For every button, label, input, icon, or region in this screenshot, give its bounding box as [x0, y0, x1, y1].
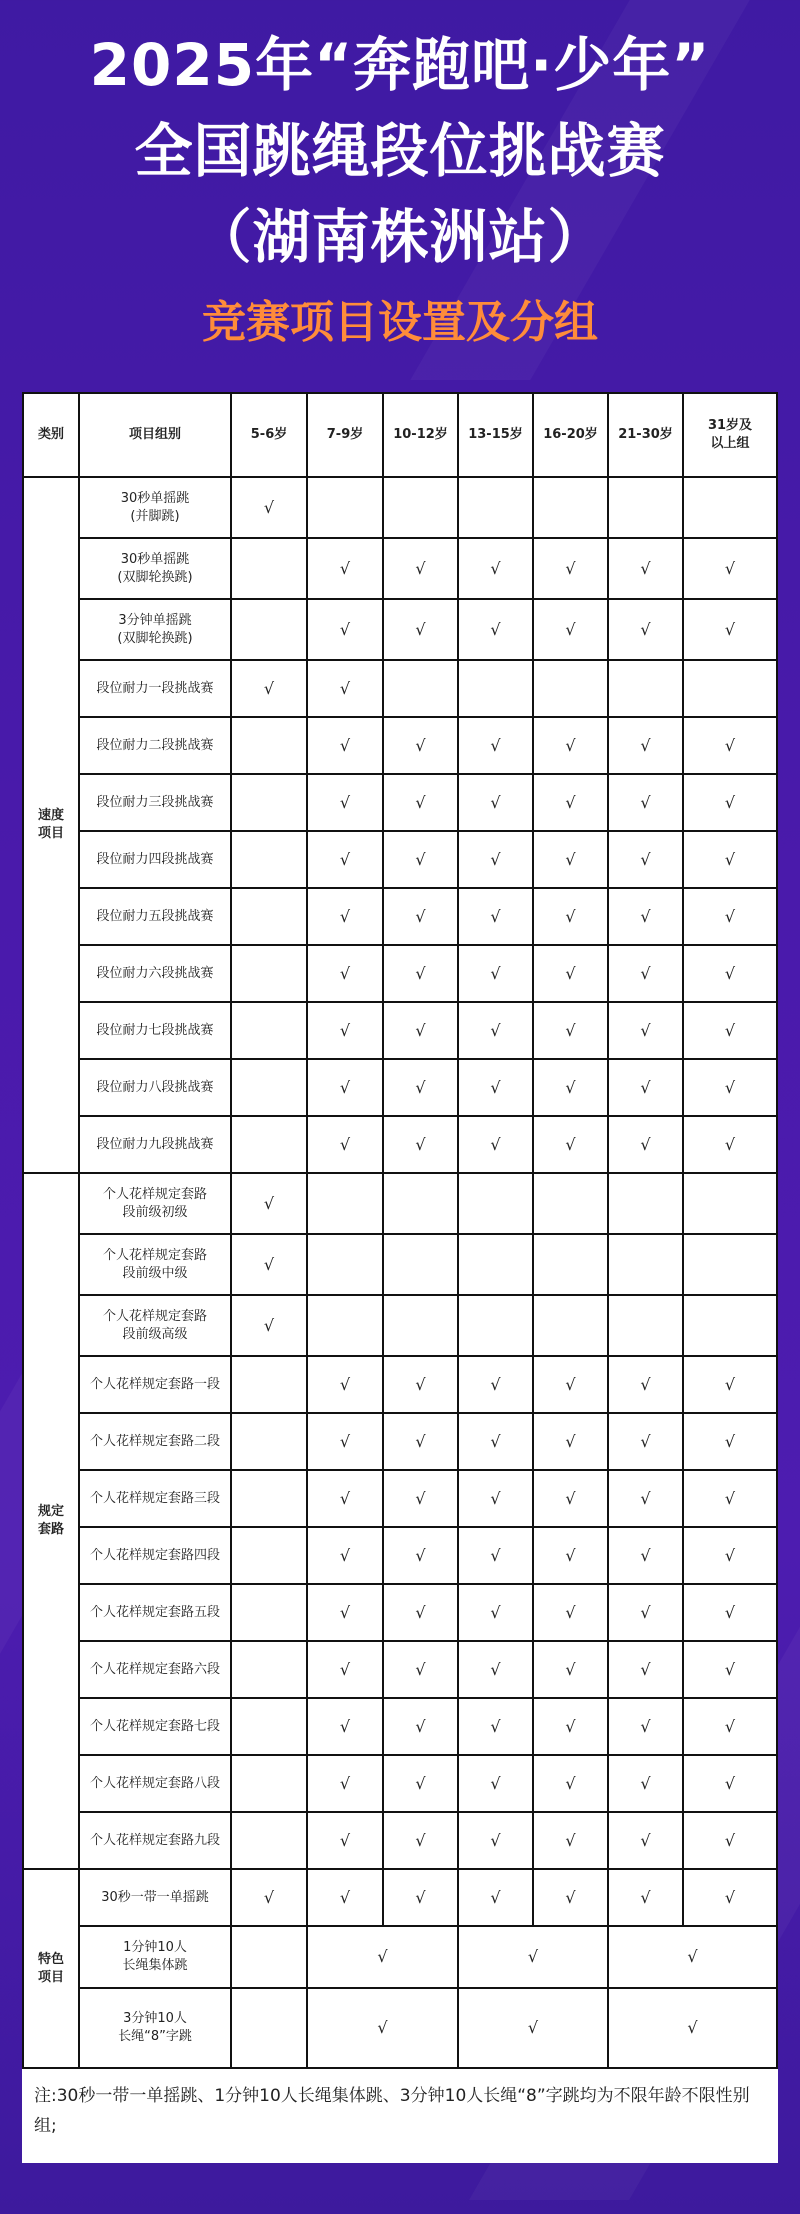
event-name-cell: 段位耐力八段挑战赛: [79, 1059, 231, 1116]
check-cell: [231, 831, 307, 888]
check-cell: √: [608, 1584, 683, 1641]
poster-header: [0, 22, 800, 358]
event-name-cell: 段位耐力二段挑战赛: [79, 717, 231, 774]
check-cell: √: [458, 1641, 533, 1698]
check-cell: √: [307, 1812, 383, 1869]
check-cell: [231, 538, 307, 599]
check-cell: √: [458, 1584, 533, 1641]
table-row: [23, 717, 777, 774]
check-cell: √: [608, 1641, 683, 1698]
check-cell: √: [458, 717, 533, 774]
table-row: [23, 660, 777, 717]
check-cell: √: [683, 1812, 777, 1869]
table-row: [23, 888, 777, 945]
check-cell: √: [533, 1641, 608, 1698]
check-cell: √: [458, 1116, 533, 1173]
check-cell: √: [683, 945, 777, 1002]
check-cell: √: [383, 599, 458, 660]
check-cell: [533, 660, 608, 717]
merged-check-cell: √: [608, 1988, 777, 2068]
check-cell: √: [458, 945, 533, 1002]
check-cell: [683, 1295, 777, 1356]
check-cell: [231, 1116, 307, 1173]
event-name-cell: 3分钟10人 长绳“8”字跳: [79, 1988, 231, 2068]
check-cell: √: [608, 1812, 683, 1869]
check-cell: √: [383, 1356, 458, 1413]
check-cell: √: [533, 1002, 608, 1059]
check-cell: √: [458, 1356, 533, 1413]
check-cell: √: [307, 831, 383, 888]
check-cell: √: [683, 1755, 777, 1812]
check-cell: √: [533, 1869, 608, 1926]
event-name-cell: 个人花样规定套路四段: [79, 1527, 231, 1584]
table-row: [23, 1116, 777, 1173]
check-cell: √: [458, 1470, 533, 1527]
check-cell: [231, 599, 307, 660]
table-row: [23, 1356, 777, 1413]
table-row: [23, 945, 777, 1002]
check-cell: [231, 1002, 307, 1059]
event-name-cell: 段位耐力一段挑战赛: [79, 660, 231, 717]
check-cell: √: [307, 1755, 383, 1812]
check-cell: √: [683, 717, 777, 774]
category-cell: 特色 项目: [23, 1869, 79, 2068]
column-header: 7-9岁: [307, 393, 383, 477]
merged-check-cell: √: [307, 1988, 458, 2068]
check-cell: [608, 660, 683, 717]
check-cell: √: [683, 1059, 777, 1116]
check-cell: √: [458, 1698, 533, 1755]
check-cell: [231, 1356, 307, 1413]
check-cell: √: [231, 1173, 307, 1234]
table-row: [23, 1002, 777, 1059]
event-name-cell: 1分钟10人 长绳集体跳: [79, 1926, 231, 1988]
check-cell: √: [683, 1470, 777, 1527]
subtitle: 竞赛项目设置及分组: [202, 297, 598, 348]
table-row: [23, 1470, 777, 1527]
event-name-cell: 段位耐力三段挑战赛: [79, 774, 231, 831]
check-cell: √: [608, 599, 683, 660]
check-cell: [683, 1234, 777, 1295]
check-cell: [533, 1295, 608, 1356]
table-header-row: [23, 393, 777, 477]
check-cell: √: [383, 888, 458, 945]
check-cell: √: [458, 1869, 533, 1926]
table-row: [23, 774, 777, 831]
event-name-cell: 个人花样规定套路三段: [79, 1470, 231, 1527]
column-header: 5-6岁: [231, 393, 307, 477]
merged-check-cell: [231, 1926, 307, 1988]
check-cell: [231, 1641, 307, 1698]
check-cell: √: [383, 945, 458, 1002]
event-name-cell: 个人花样规定套路九段: [79, 1812, 231, 1869]
check-cell: [231, 1527, 307, 1584]
table-row: [23, 1926, 777, 1988]
table-row: [23, 1869, 777, 1926]
check-cell: √: [383, 1584, 458, 1641]
check-cell: √: [533, 1527, 608, 1584]
event-name-cell: 个人花样规定套路 段前级高级: [79, 1295, 231, 1356]
check-cell: √: [307, 888, 383, 945]
check-cell: √: [533, 774, 608, 831]
check-cell: [231, 717, 307, 774]
check-cell: √: [608, 1413, 683, 1470]
table-row: [23, 1812, 777, 1869]
check-cell: √: [307, 1413, 383, 1470]
check-cell: [383, 1173, 458, 1234]
check-cell: √: [608, 717, 683, 774]
check-cell: √: [458, 1812, 533, 1869]
check-cell: [231, 1812, 307, 1869]
check-cell: √: [307, 1584, 383, 1641]
column-header: 13-15岁: [458, 393, 533, 477]
table-row: [23, 599, 777, 660]
event-name-cell: 个人花样规定套路八段: [79, 1755, 231, 1812]
check-cell: √: [533, 1698, 608, 1755]
event-name-cell: 个人花样规定套路五段: [79, 1584, 231, 1641]
check-cell: √: [458, 1059, 533, 1116]
event-table: [22, 392, 778, 2069]
check-cell: √: [307, 1059, 383, 1116]
check-cell: √: [683, 1116, 777, 1173]
check-cell: √: [307, 1116, 383, 1173]
footnote: 注:30秒一带一单摇跳、1分钟10人长绳集体跳、3分钟10人长绳“8”字跳均为不限年龄不限性别组;: [34, 2086, 750, 2136]
event-name-cell: 个人花样规定套路七段: [79, 1698, 231, 1755]
check-cell: [608, 1173, 683, 1234]
column-header: 16-20岁: [533, 393, 608, 477]
table-row: [23, 1698, 777, 1755]
check-cell: √: [683, 831, 777, 888]
event-name-cell: 段位耐力六段挑战赛: [79, 945, 231, 1002]
check-cell: [458, 1234, 533, 1295]
check-cell: √: [307, 1002, 383, 1059]
check-cell: √: [608, 945, 683, 1002]
check-cell: √: [608, 1698, 683, 1755]
table-row: [23, 477, 777, 538]
check-cell: [231, 888, 307, 945]
check-cell: √: [231, 1234, 307, 1295]
check-cell: √: [608, 538, 683, 599]
check-cell: √: [533, 538, 608, 599]
check-cell: [307, 477, 383, 538]
title-line-1: 2025年“奔跑吧·少年”: [89, 31, 711, 99]
check-cell: √: [458, 1755, 533, 1812]
check-cell: √: [383, 1413, 458, 1470]
schedule-card: [22, 392, 778, 2163]
column-header: 31岁及 以上组: [683, 393, 777, 477]
check-cell: √: [307, 1869, 383, 1926]
check-cell: [383, 1295, 458, 1356]
check-cell: √: [608, 1002, 683, 1059]
check-cell: [231, 1755, 307, 1812]
check-cell: √: [683, 1698, 777, 1755]
table-row: [23, 831, 777, 888]
event-name-cell: 30秒单摇跳 (并脚跳): [79, 477, 231, 538]
check-cell: [383, 477, 458, 538]
check-cell: √: [608, 1869, 683, 1926]
check-cell: √: [383, 1470, 458, 1527]
check-cell: √: [533, 1584, 608, 1641]
check-cell: √: [231, 660, 307, 717]
check-cell: √: [458, 1527, 533, 1584]
check-cell: √: [533, 1413, 608, 1470]
check-cell: √: [307, 945, 383, 1002]
check-cell: √: [307, 660, 383, 717]
check-cell: √: [533, 945, 608, 1002]
check-cell: [307, 1295, 383, 1356]
check-cell: √: [458, 774, 533, 831]
check-cell: √: [383, 1527, 458, 1584]
column-header: 21-30岁: [608, 393, 683, 477]
category-cell: 规定 套路: [23, 1173, 79, 1869]
check-cell: √: [608, 831, 683, 888]
check-cell: √: [231, 1295, 307, 1356]
check-cell: [458, 477, 533, 538]
check-cell: √: [307, 599, 383, 660]
check-cell: √: [383, 538, 458, 599]
event-name-cell: 30秒单摇跳 (双脚轮换跳): [79, 538, 231, 599]
event-name-cell: 个人花样规定套路二段: [79, 1413, 231, 1470]
check-cell: √: [683, 599, 777, 660]
check-cell: √: [383, 717, 458, 774]
table-row: [23, 1173, 777, 1234]
table-row: [23, 1641, 777, 1698]
merged-check-cell: √: [608, 1926, 777, 1988]
column-header: 10-12岁: [383, 393, 458, 477]
event-name-cell: 段位耐力四段挑战赛: [79, 831, 231, 888]
check-cell: √: [231, 477, 307, 538]
check-cell: √: [307, 1698, 383, 1755]
check-cell: √: [307, 1356, 383, 1413]
check-cell: √: [683, 1584, 777, 1641]
check-cell: √: [608, 1470, 683, 1527]
category-cell: 速度 项目: [23, 477, 79, 1173]
check-cell: √: [307, 1470, 383, 1527]
check-cell: √: [683, 1356, 777, 1413]
event-name-cell: 个人花样规定套路六段: [79, 1641, 231, 1698]
check-cell: [307, 1234, 383, 1295]
check-cell: [608, 1295, 683, 1356]
check-cell: √: [683, 888, 777, 945]
table-row: [23, 1059, 777, 1116]
check-cell: [683, 1173, 777, 1234]
check-cell: √: [307, 538, 383, 599]
check-cell: √: [608, 1755, 683, 1812]
check-cell: √: [383, 1059, 458, 1116]
check-cell: [231, 1059, 307, 1116]
merged-check-cell: √: [458, 1988, 608, 2068]
event-name-cell: 个人花样规定套路 段前级初级: [79, 1173, 231, 1234]
check-cell: [231, 945, 307, 1002]
merged-check-cell: √: [307, 1926, 458, 1988]
check-cell: [231, 774, 307, 831]
check-cell: [231, 1698, 307, 1755]
check-cell: √: [383, 774, 458, 831]
check-cell: [383, 660, 458, 717]
check-cell: √: [383, 1641, 458, 1698]
check-cell: √: [533, 1116, 608, 1173]
check-cell: √: [533, 1755, 608, 1812]
check-cell: √: [608, 1527, 683, 1584]
check-cell: √: [458, 1002, 533, 1059]
table-row: [23, 1527, 777, 1584]
column-header: 类别: [23, 393, 79, 477]
check-cell: √: [608, 888, 683, 945]
check-cell: √: [533, 1356, 608, 1413]
check-cell: √: [458, 538, 533, 599]
check-cell: √: [683, 1527, 777, 1584]
table-row: [23, 1584, 777, 1641]
table-row: [23, 1413, 777, 1470]
check-cell: √: [533, 831, 608, 888]
check-cell: √: [383, 1116, 458, 1173]
table-row: [23, 1988, 777, 2068]
table-row: [23, 1295, 777, 1356]
check-cell: √: [383, 1002, 458, 1059]
check-cell: √: [307, 717, 383, 774]
check-cell: [533, 1173, 608, 1234]
check-cell: √: [307, 1527, 383, 1584]
check-cell: √: [683, 1641, 777, 1698]
check-cell: √: [608, 1059, 683, 1116]
check-cell: [231, 1470, 307, 1527]
event-name-cell: 段位耐力九段挑战赛: [79, 1116, 231, 1173]
table-row: [23, 1234, 777, 1295]
event-name-cell: 个人花样规定套路一段: [79, 1356, 231, 1413]
check-cell: √: [683, 538, 777, 599]
check-cell: √: [307, 774, 383, 831]
merged-check-cell: √: [458, 1926, 608, 1988]
check-cell: √: [383, 1698, 458, 1755]
check-cell: √: [307, 1641, 383, 1698]
check-cell: √: [458, 888, 533, 945]
check-cell: [458, 1173, 533, 1234]
check-cell: √: [683, 774, 777, 831]
check-cell: √: [683, 1413, 777, 1470]
title-line-3: （湖南株洲站）: [193, 203, 607, 271]
check-cell: √: [383, 831, 458, 888]
title-line-2: 全国跳绳段位挑战赛: [134, 117, 666, 185]
column-header: 项目组别: [79, 393, 231, 477]
check-cell: √: [533, 1059, 608, 1116]
check-cell: √: [383, 1755, 458, 1812]
check-cell: [307, 1173, 383, 1234]
table-row: [23, 538, 777, 599]
check-cell: [383, 1234, 458, 1295]
event-name-cell: 3分钟单摇跳 (双脚轮换跳): [79, 599, 231, 660]
check-cell: [231, 1413, 307, 1470]
check-cell: √: [683, 1869, 777, 1926]
check-cell: √: [533, 1812, 608, 1869]
check-cell: √: [608, 1356, 683, 1413]
check-cell: [683, 477, 777, 538]
event-name-cell: 段位耐力五段挑战赛: [79, 888, 231, 945]
check-cell: [683, 660, 777, 717]
check-cell: √: [533, 1470, 608, 1527]
check-cell: [458, 1295, 533, 1356]
check-cell: [608, 1234, 683, 1295]
check-cell: [458, 660, 533, 717]
event-name-cell: 个人花样规定套路 段前级中级: [79, 1234, 231, 1295]
check-cell: [608, 477, 683, 538]
check-cell: √: [533, 888, 608, 945]
check-cell: √: [458, 1413, 533, 1470]
check-cell: √: [608, 774, 683, 831]
check-cell: √: [458, 599, 533, 660]
check-cell: [533, 477, 608, 538]
check-cell: √: [231, 1869, 307, 1926]
check-cell: √: [683, 1002, 777, 1059]
check-cell: √: [533, 599, 608, 660]
check-cell: √: [383, 1812, 458, 1869]
check-cell: [533, 1234, 608, 1295]
table-row: [23, 1755, 777, 1812]
check-cell: √: [533, 717, 608, 774]
check-cell: √: [608, 1116, 683, 1173]
event-name-cell: 段位耐力七段挑战赛: [79, 1002, 231, 1059]
event-name-cell: 30秒一带一单摇跳: [79, 1869, 231, 1926]
merged-check-cell: [231, 1988, 307, 2068]
check-cell: √: [458, 831, 533, 888]
check-cell: [231, 1584, 307, 1641]
check-cell: √: [383, 1869, 458, 1926]
